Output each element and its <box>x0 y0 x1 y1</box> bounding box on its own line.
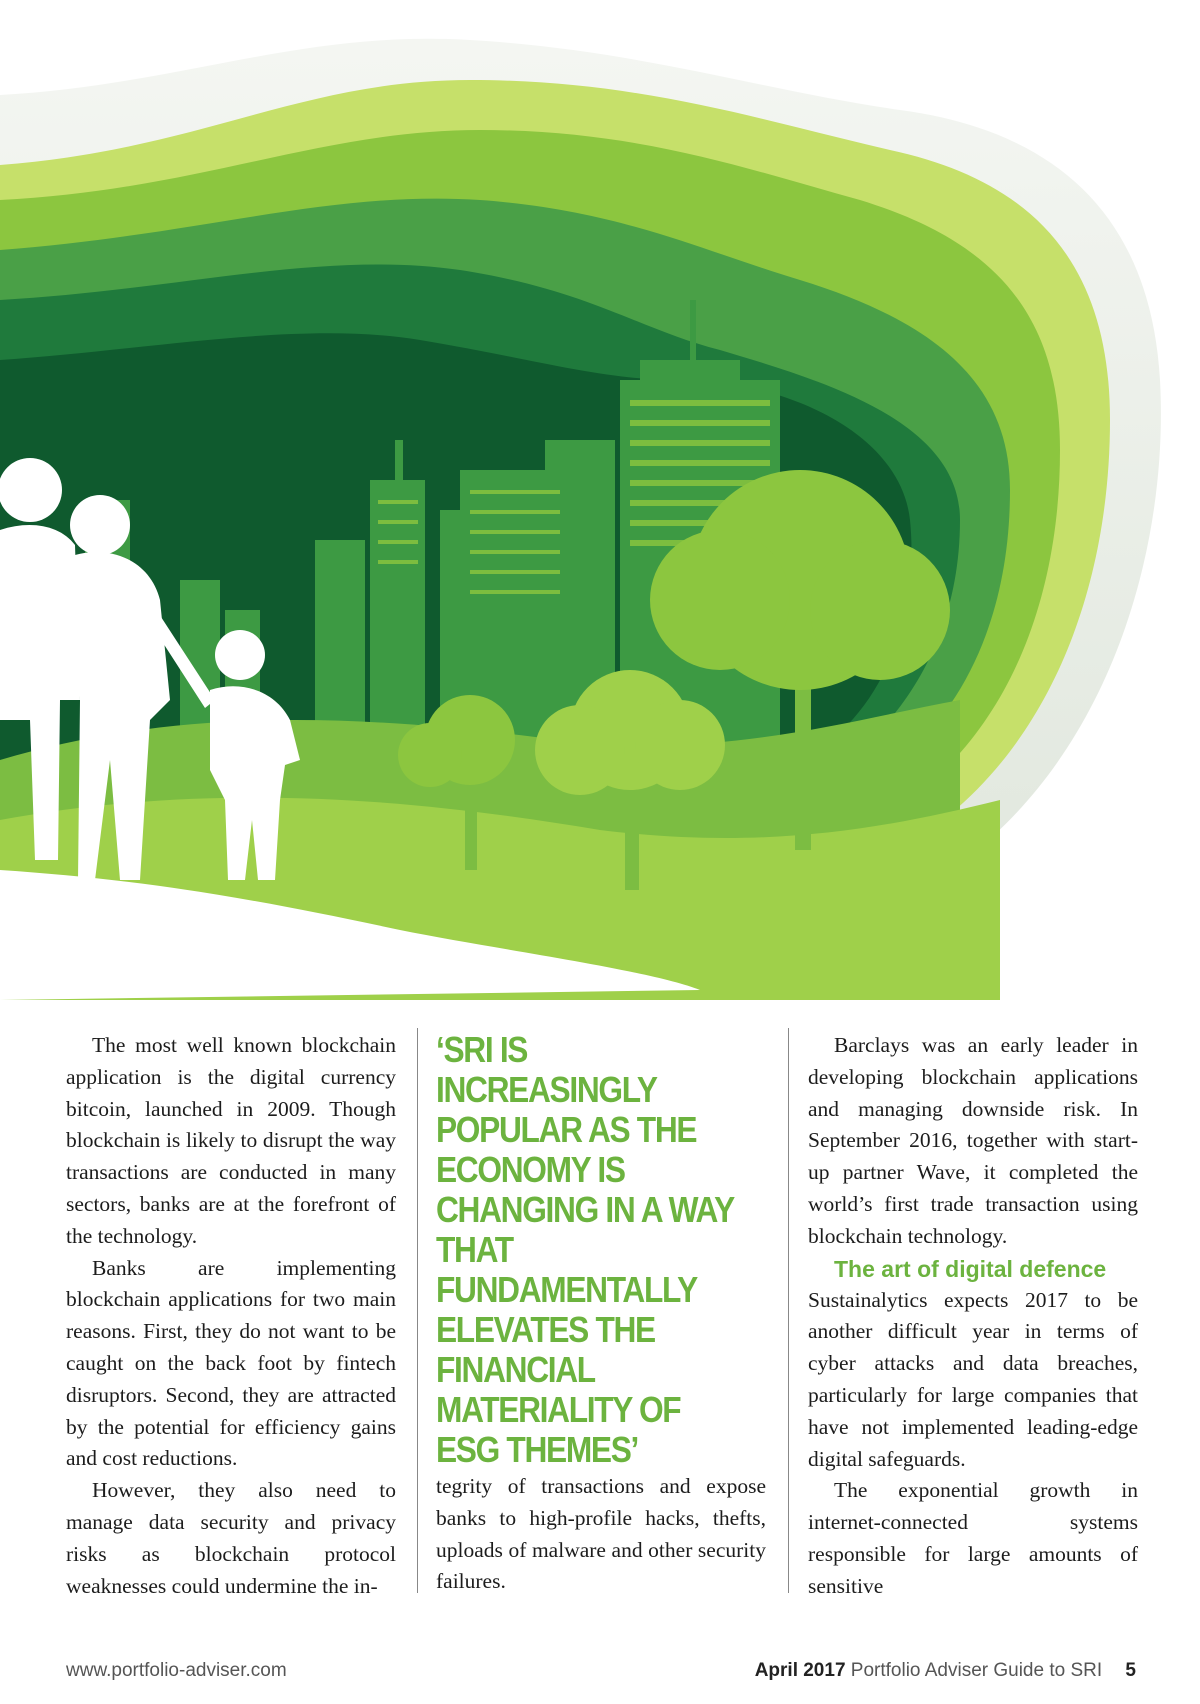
article-column-left <box>66 1030 396 1602</box>
pull-quote: ‘SRI IS INCREASINGLY POPULAR AS THE ECONOMY IS CHANGING IN A WAY THAT FUNDAMENTALLY ELEVATES THE FINANCIAL MATERIALITY OF ESG THEMES’ <box>436 1029 734 1470</box>
body-paragraph: tegrity of transactions and expose banks to high-profile hacks, thefts, uploads of malware and other security failures. <box>436 1474 766 1594</box>
body-paragraph: Barclays was an early leader in developing blockchain applications and managing downside risk. In September 2016, together with start-up partner Wave, it completed the world’s first trade transaction using blockchain technology. <box>808 1033 1138 1248</box>
body-paragraph: However, they also need to manage data security and privacy risks as blockchain protocol weaknesses could undermine the in- <box>66 1478 396 1598</box>
page-number: 5 <box>1125 1660 1136 1681</box>
column-divider <box>788 1028 789 1593</box>
body-paragraph: Sustainalytics expects 2017 to be another difficult year in terms of cyber attacks and data breaches, particularly for large companies that have not implemented leading-edge digital safeguards. <box>808 1287 1138 1471</box>
section-subheading: The art of digital defence <box>834 1255 1107 1282</box>
body-paragraph: Banks are implementing blockchain applications for two main reasons. First, they do not want to be caught on the back foot by fintech disruptors. Second, they are attracted by the potential for efficiency gains and cost reductions. <box>66 1255 396 1471</box>
footer-date: April 2017 <box>754 1660 846 1681</box>
footer-website: www.portfolio-adviser.com <box>66 1660 287 1681</box>
column-divider <box>417 1028 418 1593</box>
footer-publication-info <box>755 1660 1136 1682</box>
body-paragraph: The exponential growth in internet-connected systems responsible for large amounts of sensitive <box>808 1478 1138 1598</box>
footer-publication: Portfolio Adviser Guide to SRI <box>850 1660 1103 1681</box>
article-column-right <box>808 1030 1138 1603</box>
article-column-middle <box>436 1471 766 1598</box>
body-paragraph: The most well known blockchain application is the digital currency bitcoin, launched in 2009. Though blockchain is likely to disrupt the way transactions are conducted in many sectors, banks are at the forefront of the technology. <box>66 1033 396 1248</box>
